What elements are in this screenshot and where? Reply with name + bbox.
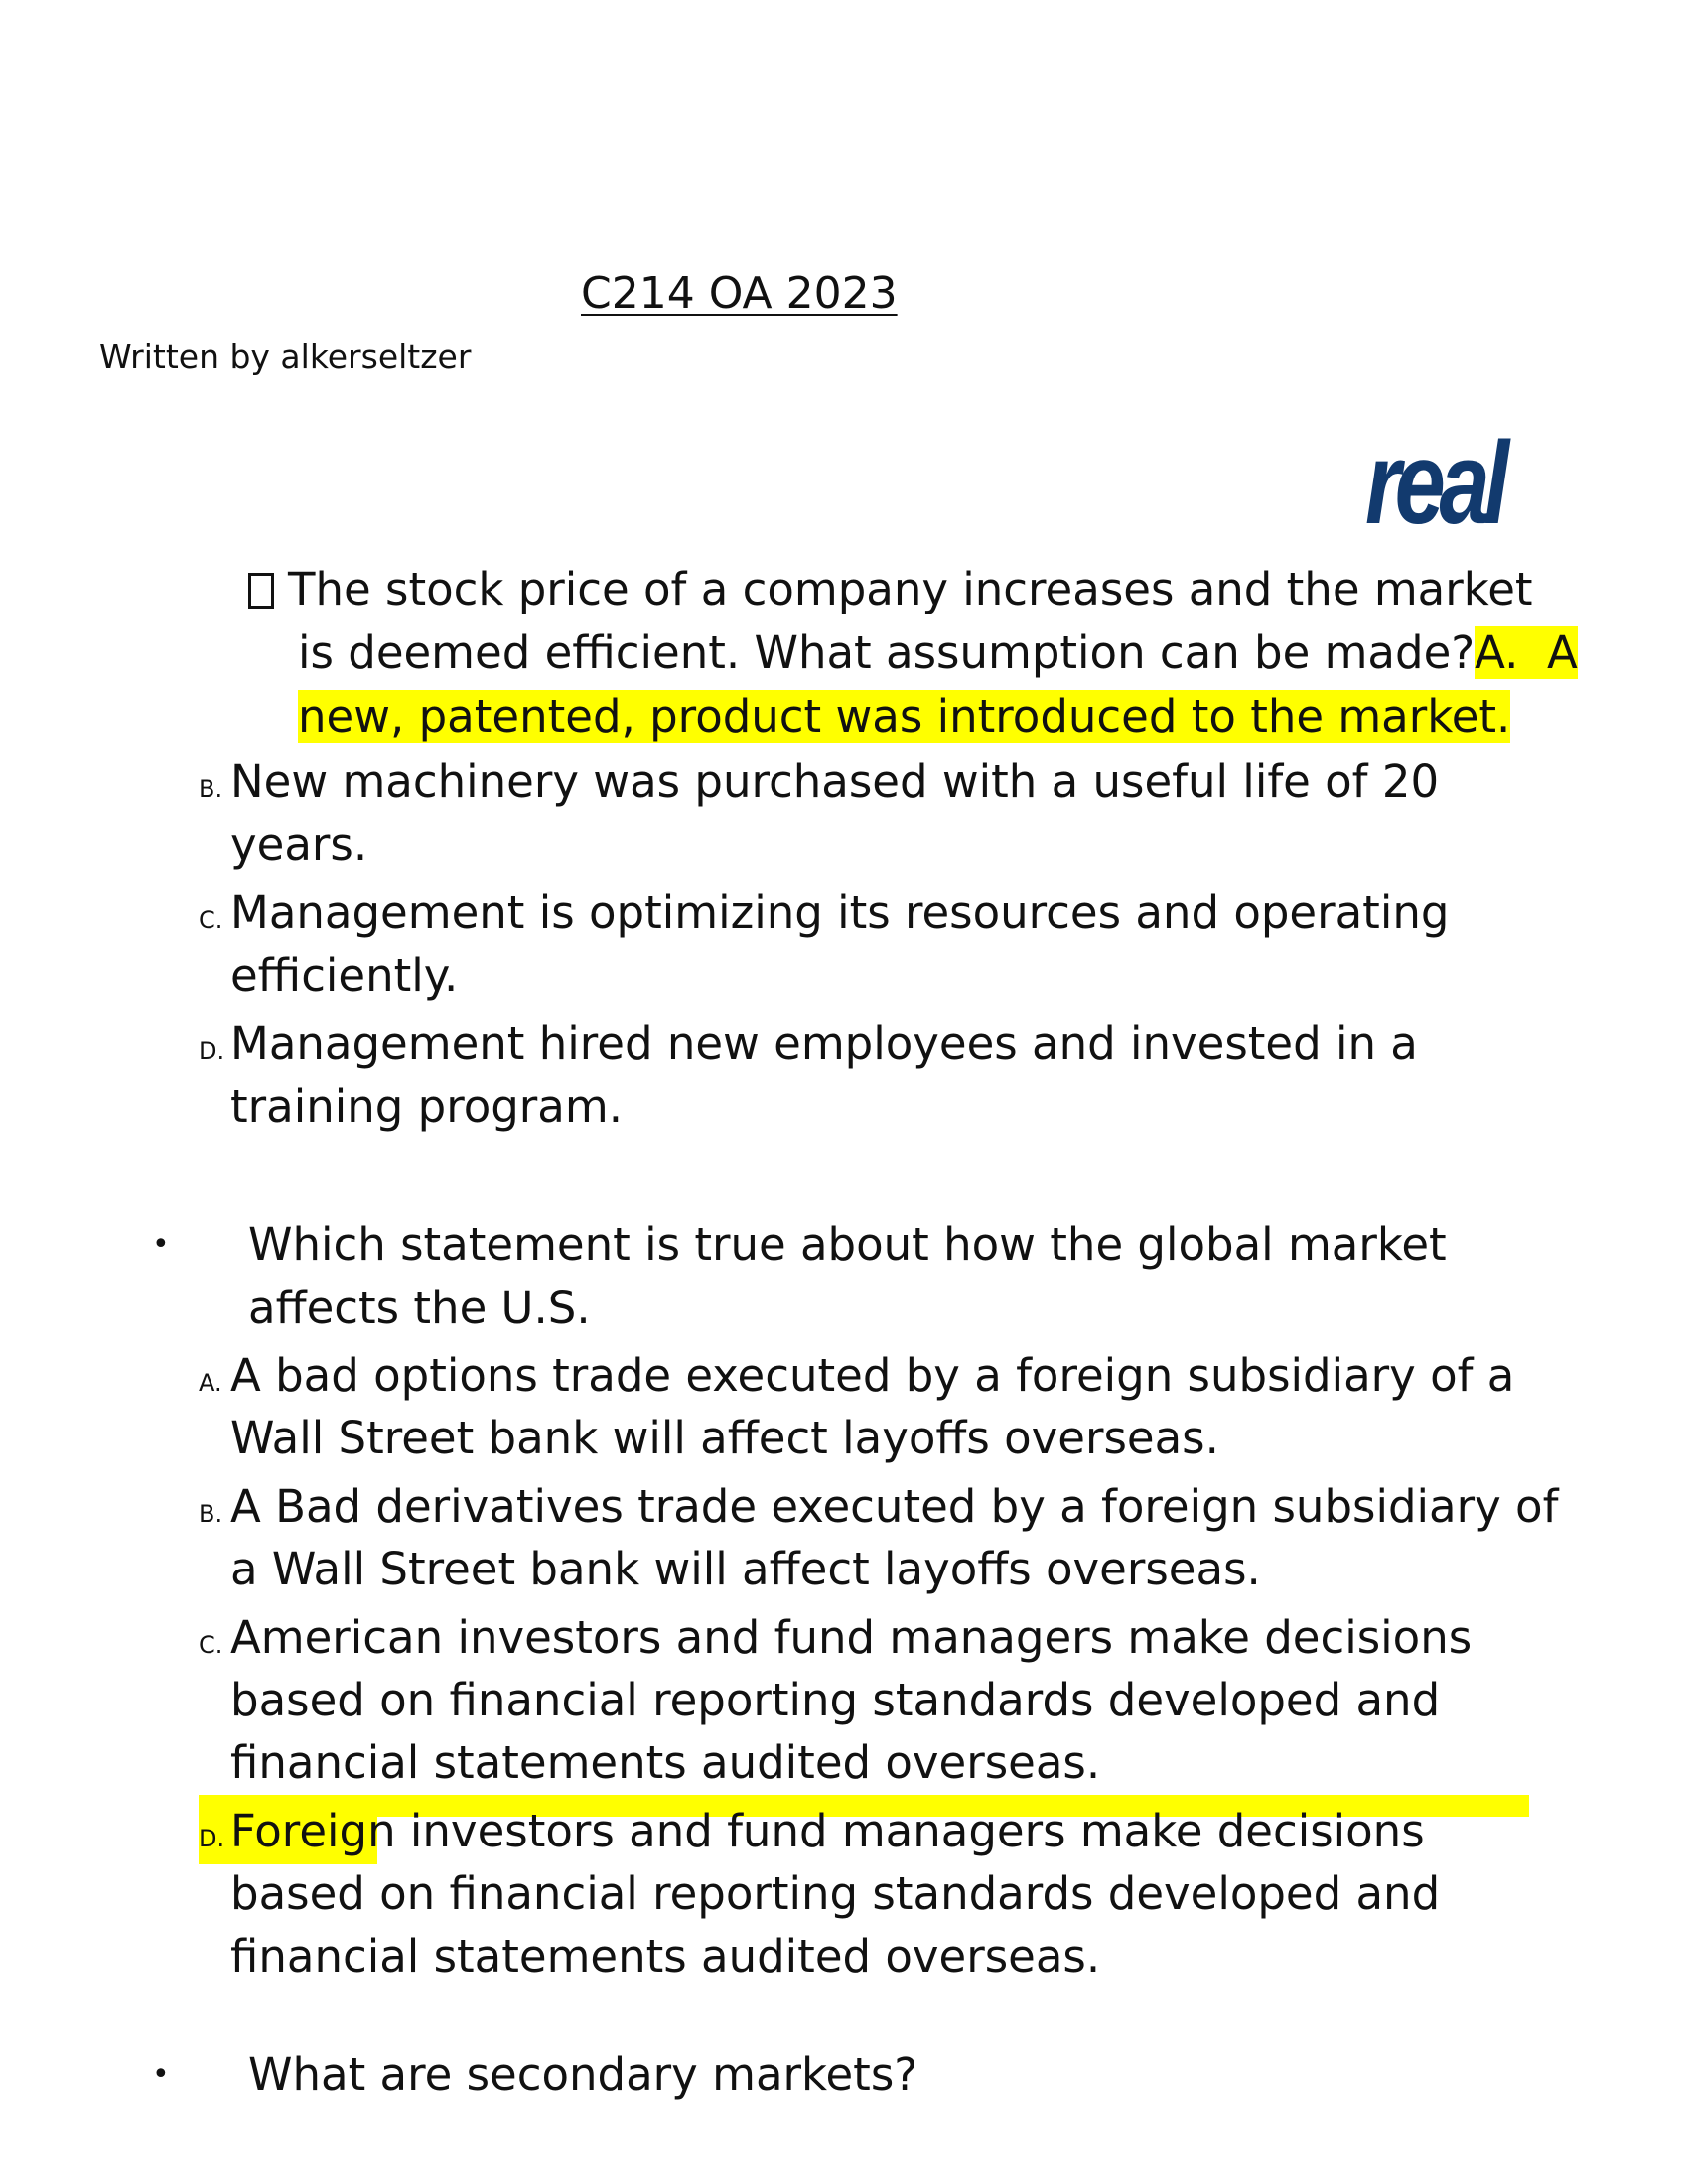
option-a (199, 1344, 1569, 1469)
document-title: C214 OA 2023 (581, 268, 898, 319)
question-1-stem (248, 558, 1579, 621)
answer-a-text: new, patented, product was introduced to the market. (298, 690, 1511, 743)
option-d (199, 1013, 1569, 1138)
option-text: Management hired new employees and invested in a training program. (230, 1018, 1418, 1133)
question-1-stem-line2: is deemed efficient. What assumption can be made? (298, 626, 1476, 679)
question-1-answer-line (248, 685, 1579, 749)
option-text: A Bad derivatives trade executed by a foreign subsidiary of a Wall Street bank will affect layoffs overseas. (230, 1480, 1559, 1595)
answer-a-label: A. (1475, 626, 1519, 679)
option-text-highlighted: Foreign (230, 1805, 396, 1857)
option-text: American investors and fund managers make decisions based on financial reporting standards developed and financial statements audited overseas. (230, 1611, 1473, 1789)
question-1-stem-continued (248, 621, 1579, 685)
question-3-stem: What are secondary markets? (248, 2048, 918, 2101)
author-line: Written by alkerseltzer (99, 338, 472, 376)
answer-a-text-start: A (1547, 626, 1578, 679)
question-2-stem: Which statement is true about how the global market affects the U.S. (248, 1218, 1447, 1334)
option-text: A bad options trade executed by a foreign subsidiary of a Wall Street bank will affect layoffs overseas. (230, 1349, 1515, 1464)
question-1 (248, 558, 1579, 749)
option-text: New machinery was purchased with a useful life of 20 years. (230, 755, 1440, 871)
question-2-options (199, 1344, 1569, 1993)
option-c (199, 882, 1569, 1007)
option-c (199, 1606, 1569, 1794)
bullet-icon: • (152, 1227, 170, 1262)
real-logo: real (1365, 418, 1503, 549)
question-1-stem-line1: The stock price of a company increases and the market (288, 563, 1533, 615)
option-text (230, 1800, 1569, 1987)
question-2 (152, 1213, 1539, 1340)
option-d-correct (199, 1800, 1569, 1987)
option-letter: B. (199, 1500, 223, 1528)
option-text: Management is optimizing its resources and operating efficiently. (230, 887, 1450, 1002)
option-letter: C. (199, 1631, 223, 1659)
checkbox-icon (248, 573, 274, 609)
option-b (199, 751, 1569, 876)
option-text-rest: investors and fund managers make decisions based on financial reporting standards developed and financial statements audited overseas. (230, 1805, 1441, 1982)
option-letter: A. (199, 1369, 222, 1397)
bullet-icon: • (152, 2057, 170, 2092)
option-letter: D. (199, 1825, 225, 1852)
question-1-options (199, 751, 1569, 1144)
answer-a-spacer (1518, 626, 1547, 679)
option-letter: C. (199, 906, 223, 934)
option-letter: B. (199, 775, 223, 803)
question-3 (152, 2043, 1539, 2107)
option-b (199, 1475, 1569, 1600)
option-letter: D. (199, 1037, 225, 1065)
